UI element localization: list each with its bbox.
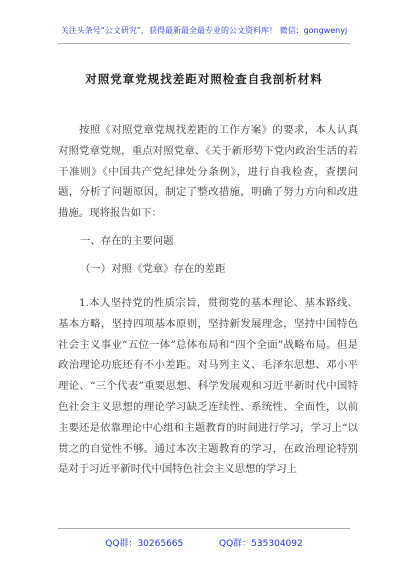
section-heading: 一、存在的主要问题 [80, 235, 174, 247]
document-title: 对照党章党规找差距对照检查自我剖析材料 [85, 72, 323, 86]
intro-paragraph: 按照《对照党章党规找差距的工作方案》的要求，本人认真对照党章党规，重点对照党章、《关于新形势下党内政治生活的若干准则》《中国共产党纪律处分条例》，进行自我检查，查摆问题，分析了问题原因，制定了整改措施，明确了努力方向和改进措施。现将报告如下： [58, 124, 358, 220]
footer-qq-left: QQ群：30265665 [105, 539, 184, 549]
footer-qq-right: QQ群：535304092 [219, 539, 303, 549]
header-divider [58, 43, 350, 44]
body-paragraph: 1.本人坚持党的性质宗旨，贯彻党的基本理论、基本路线、基本方略，坚持四项基本原则，坚持新发展理念，坚持中国特色社会主义事业“五位一体”总体布局和“四个全面”战略布局。但是政治理论功底还有不小差距。对马列主义、毛泽东思想、邓小平理论、“三个代表”重要思想、科学发展观和习近平新时代中国特色社会主义思想的理论学习缺乏连续性、系统性、全面性，以前主要还是依靠理论中心组和主题教育的时间进行学习，学习上“以贯之的自觉性不够。通过本次主题教育的学习，在政治理论特别是对于习近平新时代中国特色社会主义思想的学习上 [58, 297, 358, 476]
subsection-heading: （一）对照《党章》存在的差距 [80, 263, 226, 275]
footer-divider [58, 528, 350, 529]
header-banner: 关注头条号“公文研究”，获得最新最全最专业的公文资料库！ 微信：gongwenyj [60, 26, 348, 35]
footer-bar [0, 536, 408, 549]
